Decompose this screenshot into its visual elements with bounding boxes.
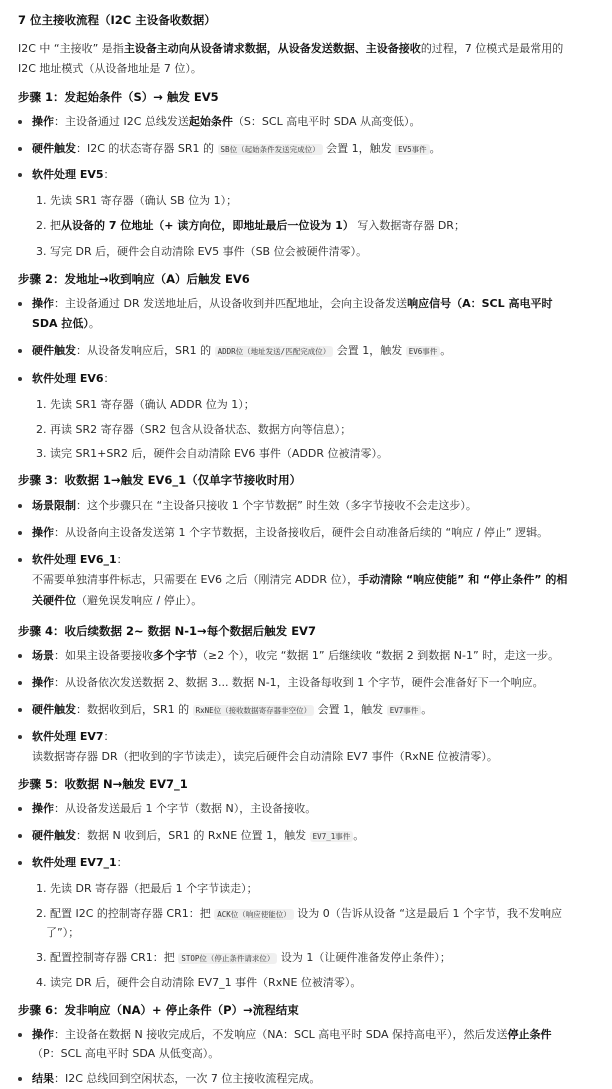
bullet-icon bbox=[18, 302, 22, 306]
step-2-operation-cont: SDA 拉低）。 bbox=[32, 317, 100, 330]
step-4-heading: 步骤 4：收后续数据 2~ 数据 N-1→每个数据后触发 EV7 bbox=[18, 624, 316, 638]
bullet-icon bbox=[18, 834, 22, 838]
step-4-hardware: 硬件触发：数据收到后，SR1 的 RxNE位（接收数据寄存器非空位） 会置 1，触发 EV7事件 。 bbox=[32, 702, 606, 719]
bullet-icon bbox=[18, 1077, 22, 1081]
step-1-item-2: 2. 把从设备的 7 位地址（+ 读方向位，即地址最后一位设为 1） 写入数据寄存器 DR； bbox=[36, 219, 465, 232]
step-5-hardware: 硬件触发：数据 N 收到后，SR1 的 RxNE 位置 1，触发 EV7_1事件 。 bbox=[32, 828, 606, 845]
step-6-heading: 步骤 6：发非响应（NA）+ 停止条件（P）→流程结束 bbox=[18, 1003, 299, 1017]
step-4-software: 软件处理 EV7： bbox=[32, 729, 606, 745]
bullet-icon bbox=[18, 708, 22, 712]
step-1-software: 软件处理 EV5： bbox=[32, 167, 606, 183]
step-5-software: 软件处理 EV7_1： bbox=[32, 855, 606, 871]
step-2-heading: 步骤 2：发地址→收到响应（A）后触发 EV6 bbox=[18, 272, 250, 286]
step-6-result: 结果：I2C 总线回到空闲状态，一次 7 位主接收流程完成。 bbox=[32, 1071, 606, 1087]
step-5-item-2-cont: 了”）； bbox=[46, 926, 80, 939]
step-4-software-text: 读数据寄存器 DR（把收到的字节读走），读完后硬件会自动清除 EV7 事件（RxNE 位被清零）。 bbox=[32, 750, 498, 763]
step-3-software-text: 不需要单独清事件标志，只需要在 EV6 之后（刚清完 ADDR 位），手动清除 “响应使能” 和 “停止条件” 的相 bbox=[32, 573, 568, 586]
bullet-icon bbox=[18, 807, 22, 811]
bullet-icon bbox=[18, 504, 22, 508]
step-1-operation: 操作：主设备通过 I2C 总线发送起始条件（S：SCL 高电平时 SDA 从高变低）。 bbox=[32, 114, 606, 130]
step-2-item-2: 2. 再读 SR2 寄存器（SR2 包含从设备状态、数据方向等信息）； bbox=[36, 423, 352, 436]
step-2-operation: 操作：主设备通过 DR 发送地址后，从设备收到并匹配地址，会向主设备发送响应信号（A：SCL 高电平时 bbox=[32, 296, 606, 312]
step-3-heading: 步骤 3：收数据 1→触发 EV6_1（仅单字节接收时用） bbox=[18, 473, 302, 487]
step-5-item-1: 1. 先读 DR 寄存器（把最后 1 个字节读走）； bbox=[36, 882, 258, 895]
bullet-icon bbox=[18, 531, 22, 535]
step-5-item-3: 3. 配置控制寄存器 CR1：把 STOP位（停止条件请求位） 设为 1（让硬件准备发停止条件）； bbox=[36, 951, 451, 964]
step-1-item-3: 3. 写完 DR 后，硬件会自动清除 EV5 事件（SB 位会被硬件清零）。 bbox=[36, 245, 368, 258]
intro-paragraph-cont: I2C 地址模式（从设备地址是 7 位）。 bbox=[18, 62, 202, 75]
bullet-icon bbox=[18, 861, 22, 865]
step-5-heading: 步骤 5：收数据 N→触发 EV7_1 bbox=[18, 777, 188, 791]
step-3-operation: 操作：从设备向主设备发送第 1 个字节数据，主设备接收后，硬件会自动准备后续的 “响应 / 停止” 逻辑。 bbox=[32, 525, 606, 541]
step-5-item-4: 4. 读完 DR 后，硬件会自动清除 EV7_1 事件（RxNE 位被清零）。 bbox=[36, 976, 362, 989]
bullet-icon bbox=[18, 654, 22, 658]
bullet-icon bbox=[18, 1033, 22, 1037]
step-6-operation-cont: （P：SCL 高电平时 SDA 从低变高）。 bbox=[32, 1047, 220, 1060]
bullet-icon bbox=[18, 558, 22, 562]
step-3-software: 软件处理 EV6_1： bbox=[32, 552, 606, 568]
step-6-operation: 操作：主设备在数据 N 接收完成后，不发响应（NA：SCL 高电平时 SDA 保持高电平），然后发送停止条件 bbox=[32, 1027, 606, 1043]
step-1-item-1: 1. 先读 SR1 寄存器（确认 SB 位为 1）； bbox=[36, 194, 238, 207]
step-5-operation: 操作：从设备发送最后 1 个字节（数据 N），主设备接收。 bbox=[32, 801, 606, 817]
step-3-limit: 场景限制：这个步骤只在 “主设备只接收 1 个字节数据” 时生效（多字节接收不会走这步）。 bbox=[32, 498, 606, 514]
document-title: 7 位主接收流程（I2C 主设备收数据） bbox=[18, 13, 216, 27]
step-5-item-2: 2. 配置 I2C 的控制寄存器 CR1：把 ACK位（响应使能位） 设为 0（告诉从设备 “这是最后 1 个字节，我不发响应 bbox=[36, 907, 562, 920]
step-2-hardware: 硬件触发：从设备发响应后，SR1 的 ADDR位（地址发送/匹配完成位） 会置 1，触发 EV6事件 。 bbox=[32, 343, 606, 360]
step-1-heading: 步骤 1：发起始条件（S）→ 触发 EV5 bbox=[18, 90, 219, 104]
bullet-icon bbox=[18, 377, 22, 381]
bullet-icon bbox=[18, 147, 22, 151]
bullet-icon bbox=[18, 120, 22, 124]
step-4-scene: 场景：如果主设备要接收多个字节（≥2 个），收完 “数据 1” 后继续收 “数据 2 到数据 N-1” 时，走这一步。 bbox=[32, 648, 606, 664]
step-2-item-3: 3. 读完 SR1+SR2 后，硬件会自动清除 EV6 事件（ADDR 位被清零）。 bbox=[36, 447, 389, 460]
step-2-item-1: 1. 先读 SR1 寄存器（确认 ADDR 位为 1）； bbox=[36, 398, 255, 411]
step-3-software-text-cont: 关硬件位（避免误发响应 / 停止）。 bbox=[32, 594, 203, 607]
intro-paragraph: I2C 中 “主接收” 是指主设备主动向从设备请求数据，从设备发送数据、主设备接收的过程，7 位模式是最常用的 bbox=[18, 42, 564, 55]
bullet-icon bbox=[18, 173, 22, 177]
bullet-icon bbox=[18, 681, 22, 685]
bullet-icon bbox=[18, 349, 22, 353]
step-2-software: 软件处理 EV6： bbox=[32, 371, 606, 387]
bullet-icon bbox=[18, 735, 22, 739]
step-4-operation: 操作：从设备依次发送数据 2、数据 3... 数据 N-1，主设备每收到 1 个字节，硬件会准备好下一个响应。 bbox=[32, 675, 606, 691]
step-1-hardware: 硬件触发：I2C 的状态寄存器 SR1 的 SB位（起始条件发送完成位） 会置 1，触发 EV5事件 。 bbox=[32, 141, 606, 158]
